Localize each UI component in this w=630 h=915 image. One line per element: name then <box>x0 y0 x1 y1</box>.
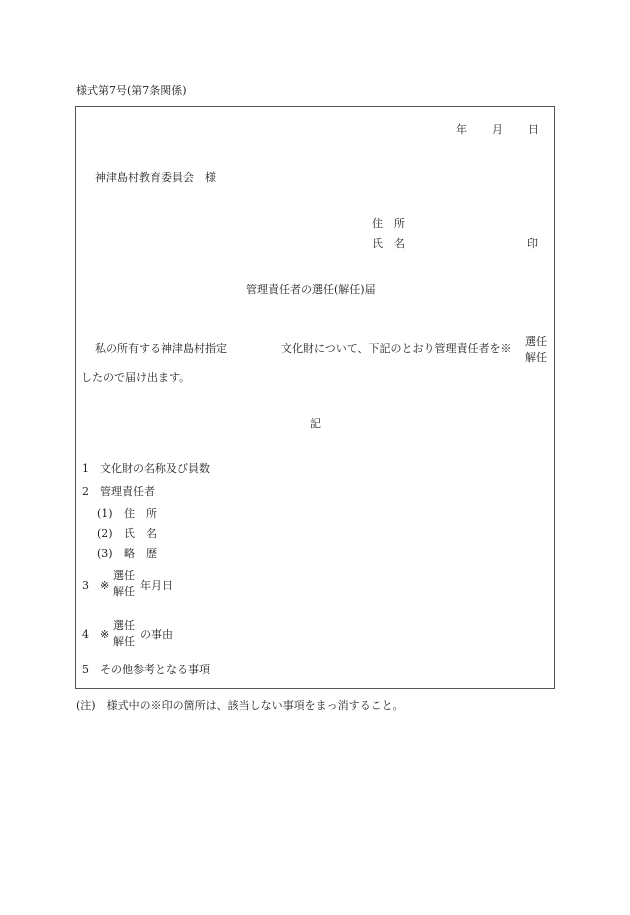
choice-appoint-label: 選任 <box>525 335 547 348</box>
item-3-appoint-label: 選任 <box>113 569 135 582</box>
item-3-num: 3 <box>82 579 89 592</box>
item-1-text: 文化財の名称及び員数 <box>100 462 210 475</box>
body-choice-stack <box>525 334 547 366</box>
choice-dismiss-label: 解任 <box>525 350 547 364</box>
item-3-choice-stack <box>113 568 135 600</box>
subitem-3-num: (3) <box>97 547 113 560</box>
subitem-1-num: (1) <box>97 507 113 520</box>
item-2-num: 2 <box>82 485 89 498</box>
date-year-label: 年 <box>456 123 467 136</box>
applicant-name-label: 氏 名 <box>372 237 405 250</box>
ki-heading: 記 <box>310 417 321 430</box>
subitem-3-text: 略 歴 <box>124 547 157 560</box>
item-3-mark: ※ <box>100 579 110 592</box>
applicant-address-label: 住 所 <box>372 217 405 230</box>
item-4-appoint-label: 選任 <box>113 619 135 632</box>
seal-mark: 印 <box>527 237 538 250</box>
date-day-label: 日 <box>528 123 539 136</box>
item-4-dismiss-label: 解任 <box>113 634 135 648</box>
date-month-label: 月 <box>492 123 503 136</box>
document-title: 管理責任者の選任(解任)届 <box>246 283 376 296</box>
form-label: 様式第7号(第7条関係) <box>76 84 187 97</box>
footnote: (注) 様式中の※印の箇所は、該当しない事項をまっ消すること。 <box>76 699 404 712</box>
subitem-2-num: (2) <box>97 527 113 540</box>
item-5-text: その他参考となる事項 <box>100 663 210 676</box>
body-line2: したので届け出ます。 <box>81 371 191 384</box>
item-5-num: 5 <box>82 663 89 676</box>
subitem-2-text: 氏 名 <box>124 527 157 540</box>
item-4-choice-stack <box>113 618 135 650</box>
item-1-num: 1 <box>82 462 89 475</box>
form-frame <box>75 106 555 689</box>
item-3-suffix: 年月日 <box>140 579 173 592</box>
item-3-dismiss-label: 解任 <box>113 584 135 598</box>
addressee: 神津島村教育委員会 様 <box>95 171 216 184</box>
body-line1-part2: 文化財について、下記のとおり管理責任者を※ <box>281 342 512 355</box>
item-2-text: 管理責任者 <box>100 485 155 498</box>
item-4-num: 4 <box>82 628 89 641</box>
subitem-1-text: 住 所 <box>124 507 157 520</box>
body-line1-part1: 私の所有する神津島村指定 <box>95 342 227 355</box>
item-4-suffix: の事由 <box>140 628 173 641</box>
item-4-mark: ※ <box>100 628 110 641</box>
